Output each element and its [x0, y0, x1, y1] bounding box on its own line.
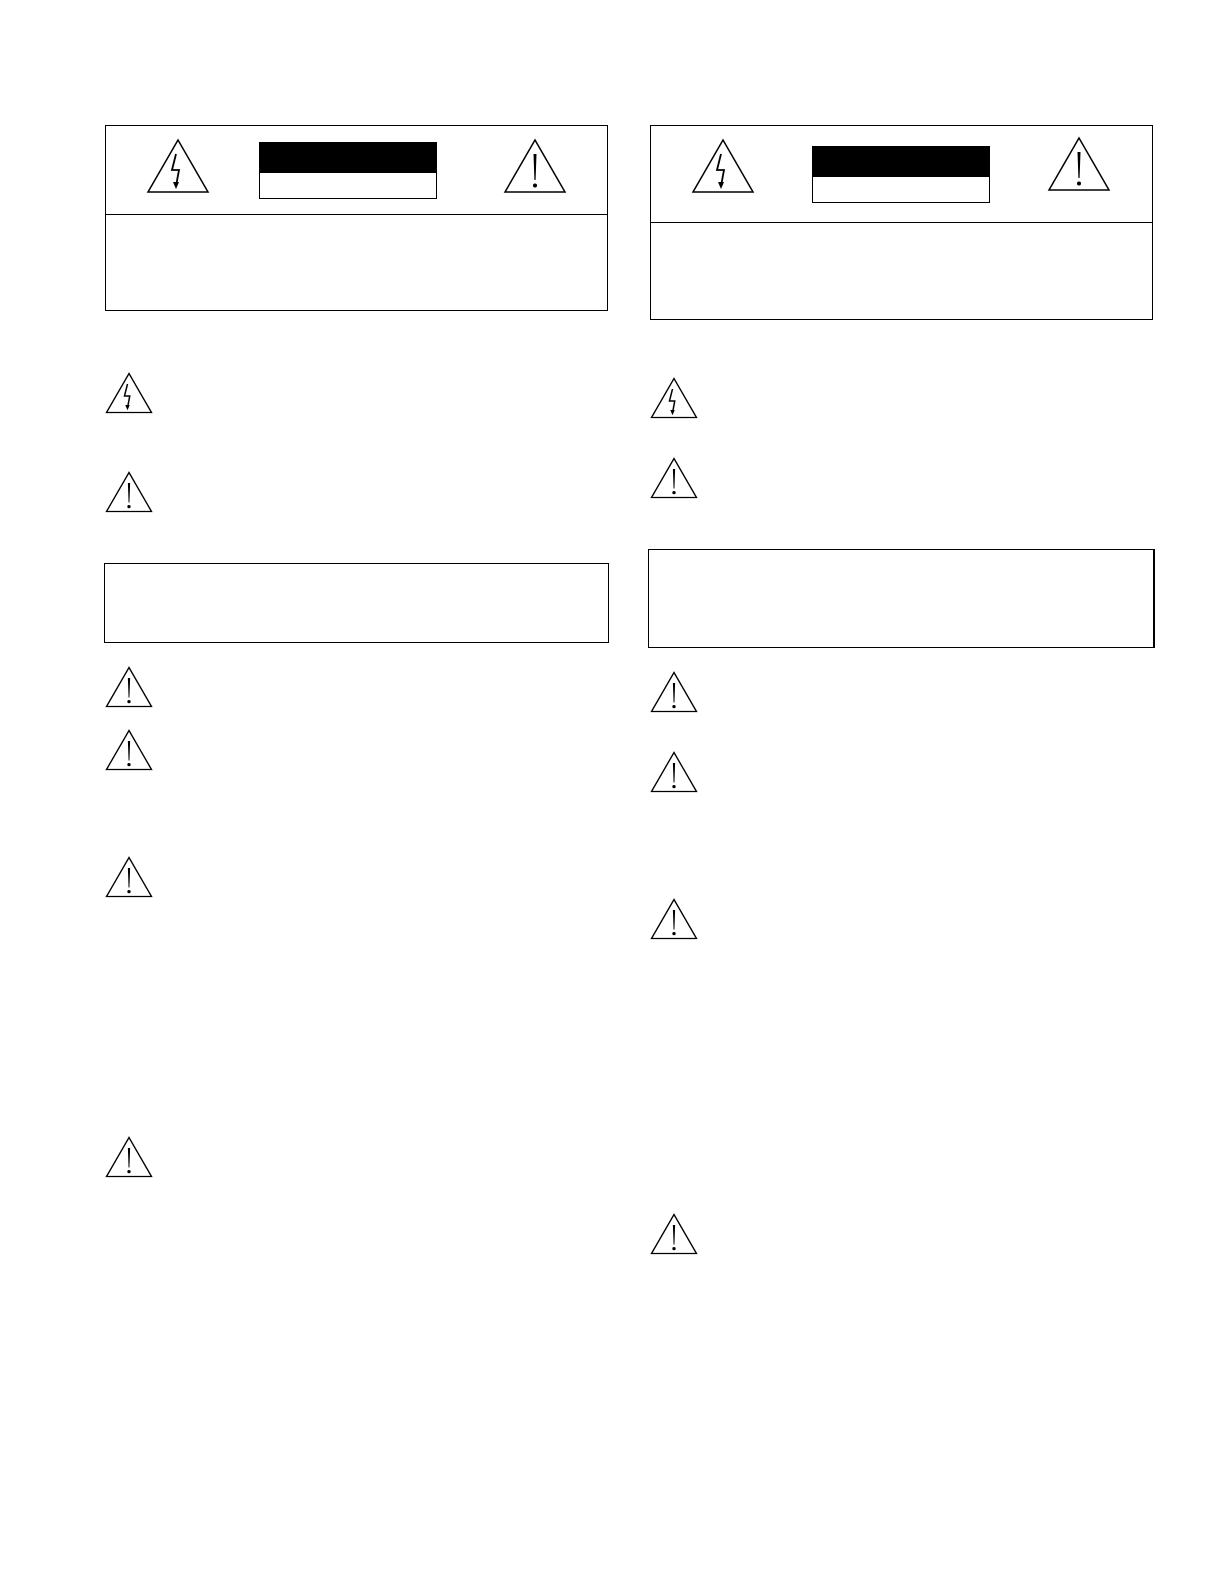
exclamation-warning-icon [650, 1213, 698, 1255]
exclamation-warning-icon [503, 138, 567, 194]
exclamation-warning-icon [105, 856, 153, 898]
exclamation-warning-icon [105, 666, 153, 708]
exclamation-warning-icon [650, 671, 698, 713]
lightning-warning-icon [146, 138, 210, 194]
exclamation-warning-icon [105, 729, 153, 771]
left-label-band [260, 143, 436, 173]
exclamation-warning-icon [105, 1136, 153, 1178]
left-header-divider [106, 214, 607, 215]
right-label-band [813, 147, 989, 177]
left-notice-box [104, 563, 609, 643]
right-header-box [650, 125, 1153, 320]
exclamation-warning-icon [650, 457, 698, 499]
lightning-warning-icon [650, 377, 698, 419]
exclamation-warning-icon [650, 898, 698, 940]
exclamation-warning-icon [1047, 136, 1111, 192]
right-notice-box [648, 549, 1155, 648]
right-header-divider [651, 222, 1152, 223]
right-warning-label-plate [812, 146, 990, 203]
lightning-warning-icon [691, 138, 755, 194]
left-warning-label-plate [259, 142, 437, 199]
exclamation-warning-icon [105, 471, 153, 513]
lightning-warning-icon [105, 372, 153, 414]
left-header-box [105, 125, 608, 311]
exclamation-warning-icon [650, 751, 698, 793]
